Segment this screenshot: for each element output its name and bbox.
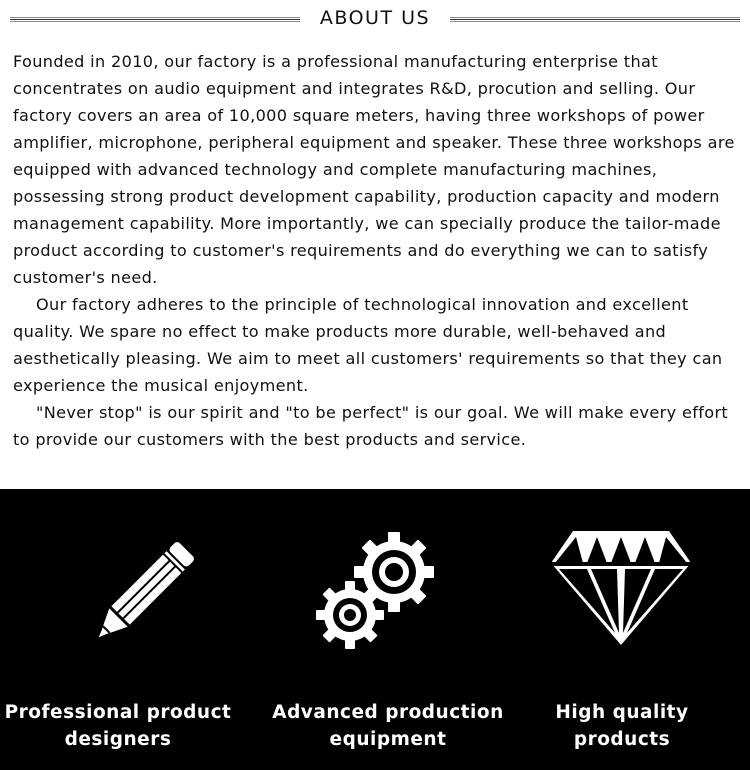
about-paragraph-2: Our factory adheres to the principle of technological innovation and excellent quality. We spare no effect to make products more durable, well-behaved and aesthetically pleasing. We aim to meet all customers' requirements so that they can experience the musical enjoyment. xyxy=(13,295,723,395)
header-divider-right xyxy=(450,19,740,20)
feature-designers-caption xyxy=(0,699,243,753)
gears-icon xyxy=(314,525,438,653)
feature-caption-line2: equipment xyxy=(329,729,447,750)
features-band xyxy=(0,489,750,770)
feature-caption-line1: High quality xyxy=(555,702,689,723)
about-paragraph-1: Founded in 2010, our factory is a professional manufacturing enterprise that concentrates on audio equipment and integrates R&D, procution and selling. Our factory covers an area of 10,000 square meters, having three workshops of power amplifier, microphone, peripheral equipment and speaker. These three workshops are equipped with advanced technology and complete manufacturing machines, possessing strong product development capability, production capacity and modern management capability. More importantly, we can specially produce the tailor-made product according to customer's requirements and do everything we can to satisfy customer's need. xyxy=(13,52,735,287)
about-paragraph-3: "Never stop" is our spirit and "to be perfect" is our goal. We will make every effort to provide our customers with the best products and service. xyxy=(13,403,729,449)
pencil-icon xyxy=(90,536,202,644)
feature-caption-line2: designers xyxy=(64,729,172,750)
feature-caption-line2: products xyxy=(573,729,671,750)
feature-equipment-caption xyxy=(263,699,513,753)
diamond-icon xyxy=(549,529,693,647)
header-divider-left xyxy=(10,19,300,20)
about-text xyxy=(13,48,745,453)
feature-caption-line1: Advanced production xyxy=(272,702,504,723)
feature-quality-caption xyxy=(497,699,747,753)
page-title: ABOUT US xyxy=(319,7,431,29)
feature-caption-line1: Professional product xyxy=(4,702,232,723)
section-header xyxy=(0,0,750,40)
